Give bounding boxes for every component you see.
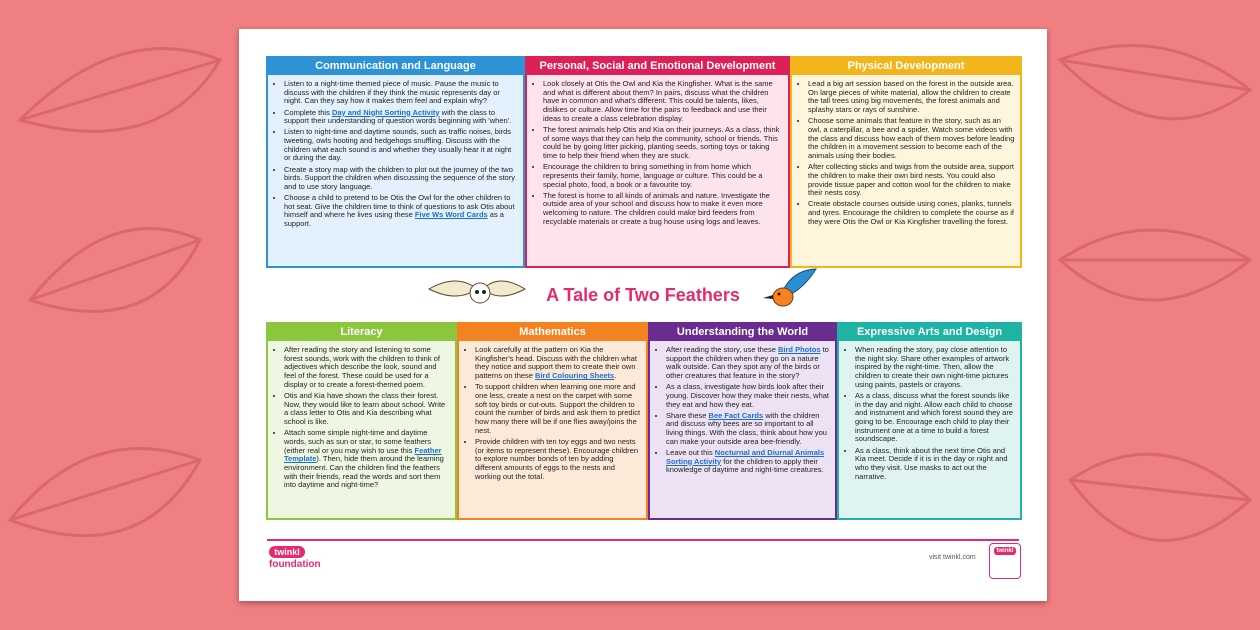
bullet-text: Look carefully at the pattern on Kia the Kingfisher's head. Discuss with the children what they notice and support them to create their own patterns on these: [475, 345, 637, 381]
bullet-item: • Encourage the children to bring something in from home which represents their family, home, language or culture. This could be a special photo, food, a book or a favourite toy.: [543, 163, 783, 189]
lesson-sheet: [239, 29, 1047, 601]
bullet-item: • Look closely at Otis the Owl and Kia the Kingfisher. What is the same and what is different about them? In pairs, discuss what the children have in common and what's different. This could be talents, likes, dislikes or culture. Allow time for the pairs to feedback and use their ideas to create a class celebration display.: [543, 80, 783, 124]
panel-heading: Expressive Arts and Design: [839, 324, 1020, 341]
bullet-item: • Lead a big art session based on the forest in the outside area. On large pieces of white material, allow the children to create the tall trees using big movements, the forest animals and splashy stars or rays of sunshine.: [808, 80, 1015, 115]
bullet-text: to support the children when they go on a nature walk outside. Can they spot any of the birds or other creatures that feature in the story?: [666, 345, 829, 381]
bullet-text: with the class to support their understanding of question words beginning with 'when'.: [284, 107, 512, 126]
quality-badge: [989, 543, 1021, 579]
bullet-list: [655, 346, 830, 475]
bullet-item: • Otis and Kia have shown the class their forest. Now, they would like to learn about school. Write a class letter to Otis and Kia describing what school is like.: [284, 392, 450, 427]
bullet-item: • The forest animals help Otis and Kia on their journeys. As a class, think of some ways that they can help the community, school or friends. This could be by going litter picking, planting seeds, sorting toys or taking time to help their friend when they are stuck.: [543, 126, 783, 161]
panel-heading: Understanding the World: [650, 324, 835, 341]
bullet-text: After reading the story, use these: [666, 345, 779, 354]
panel-personal-social-emotional: [525, 56, 790, 268]
bullet-item: • After collecting sticks and twigs from the outside area, support the children to make their own bird nests. You could also provide tissue paper and cotton wool for the children to make their nests cosy.: [808, 163, 1015, 198]
bullet-item: [666, 449, 830, 475]
panel-mathematics: [457, 322, 648, 520]
panel-body: [268, 75, 523, 229]
bullet-item: • To support children when learning one more and one less, create a nest on the carpet with some soft toy birds or cut-outs. Support the children to count the number of birds and ask them to predict how many there will be if one flies away/joins the nest.: [475, 383, 641, 435]
bullet-item: • After reading the story and listening to some forest sounds, work with the children to think of adjectives which describe the look, sound and feel of the forest. These could be used for a display or to create a forest-themed poem.: [284, 346, 450, 390]
resource-link[interactable]: Bird Photos: [778, 345, 821, 354]
bullet-item: • As a class, discuss what the forest sounds like in the day and night. Allow each child to choose and instrument and which forest sound they are going to be. Encourage each child to play their instrument one at a time to build a forest soundscape.: [855, 392, 1015, 444]
panel-heading: Communication and Language: [268, 58, 523, 75]
bullet-text: Attach some simple night-time and daytime words, such as sun or star, to some feathers (either real or you may wish to use this: [284, 428, 432, 455]
resource-link[interactable]: Nocturnal and Diurnal Animals Sorting Activity: [666, 447, 825, 466]
bullet-text: Complete this: [284, 107, 332, 117]
bullet-text: as a support.: [284, 210, 504, 229]
bullet-list: [844, 346, 1015, 481]
bullet-list: [797, 80, 1015, 226]
panel-heading: Physical Development: [792, 58, 1020, 75]
badge-label: twinkl: [994, 547, 1016, 555]
logo-top: twinkl: [269, 546, 305, 558]
bullet-item: • Create obstacle courses outside using cones, planks, tunnels and tyres. Encourage the children to complete the course as if they were Otis the Owl or Kia Kingfisher travelling the forest.: [808, 200, 1015, 226]
panel-heading: Mathematics: [459, 324, 646, 341]
panel-body: [268, 341, 455, 490]
resource-link[interactable]: Day and Night Sorting Activity: [331, 107, 440, 117]
bullet-list: [273, 346, 450, 490]
panel-heading: Literacy: [268, 324, 455, 341]
visit-link[interactable]: visit twinkl.com: [929, 554, 976, 561]
panel-literacy: [266, 322, 457, 520]
bullet-item: [475, 346, 641, 381]
bullet-item: • The forest is home to all kinds of animals and nature. Investigate the outside area of your school and discuss how to make it even more welcoming to nature. The children could make bird feeders from recyclable materials or create a bug house using logs and leaves.: [543, 192, 783, 227]
bullet-text: ). Then, hide them around the learning environment. Can the children find the feathers with their friends, read the words and sort them into daytime and night-time?: [284, 454, 444, 490]
bullet-item: [284, 109, 518, 126]
bullet-text: with the children and discuss why bees are so important to all living things. With the class, think about how you can make your outside area bee-friendly.: [666, 410, 827, 446]
bullet-item: [666, 412, 830, 447]
bullet-text: Leave out this: [666, 447, 715, 457]
bullet-item: • Provide children with ten toy eggs and two nests (or items to represent these). Encourage children to explore number bonds of ten by adding different amounts of eggs to the nests and working out the total.: [475, 438, 641, 482]
resource-link[interactable]: Bird Colouring Sheets: [535, 371, 615, 381]
resource-link[interactable]: Bee Fact Cards: [708, 410, 764, 420]
bullet-item: • As a class, investigate how birds look after their young. Discover how they make their nests, what they eat and how they eat.: [666, 383, 830, 409]
panel-heading: Personal, Social and Emotional Development: [527, 58, 788, 75]
panel-expressive-arts: [837, 322, 1022, 520]
panel-body: [650, 341, 835, 475]
bullet-item: [666, 346, 830, 381]
panel-physical-development: [790, 56, 1022, 268]
panel-body: [459, 341, 646, 481]
bullet-item: [284, 194, 518, 229]
panel-body: [839, 341, 1020, 481]
panel-understanding-world: [648, 322, 837, 520]
panel-body: [792, 75, 1020, 226]
bullet-text: .: [614, 371, 617, 381]
bullet-list: [273, 80, 518, 229]
bullet-item: • Create a story map with the children to plot out the journey of the two birds. Support the children when discussing the sequence of the story and to use story language.: [284, 166, 518, 192]
panel-communication-language: [266, 56, 525, 268]
resource-link[interactable]: Feather Template: [284, 445, 442, 464]
bullet-text: for the children to apply their knowledge of daytime and night-time creatures.: [666, 456, 824, 475]
page-title: A Tale of Two Feathers: [546, 285, 740, 305]
bullet-item: • Listen to night-time and daytime sounds, such as traffic noises, birds tweeting, owls hooting and hedgehogs snuffling. Discuss with the children what each sound is and whether they usually hear it at night or during the day.: [284, 128, 518, 163]
bullet-text: Choose a child to pretend to be Otis the Owl for the other children to hot seat. Give the children time to think of questions to ask Otis about himself and where he lives using these: [284, 193, 515, 220]
logo-bottom: foundation: [269, 559, 321, 570]
bullet-item: • As a class, think about the next time Otis and Kia meet. Decide if it is in the day or night and who they visit. Use masks to act out the narrative.: [855, 447, 1015, 482]
resource-link[interactable]: Five Ws Word Cards: [414, 210, 488, 220]
bullet-list: [464, 346, 641, 481]
footer-divider: [267, 539, 1019, 541]
twinkl-logo: [269, 546, 319, 574]
bullet-text: Share these: [666, 410, 709, 420]
bullet-item: [284, 429, 450, 490]
bullet-item: • Listen to a night-time themed piece of music. Pause the music to discuss with the children if they think the music represents day or night. Can they say how it makes them feel and explain why?: [284, 80, 518, 106]
bullet-item: • When reading the story, pay close attention to the night sky. Share other examples of artwork inspired by the night-time. Then, allow the children to create their own night-time pictures using paints, pastels or crayons.: [855, 346, 1015, 390]
panel-body: [527, 75, 788, 226]
bullet-list: [532, 80, 783, 226]
bullet-item: • Choose some animals that feature in the story, such as an owl, a caterpillar, a bee and a spider. Watch some videos with the class and discuss how each of them moves before leading the children in a movement session to become each of the animals using their bodies.: [808, 117, 1015, 161]
